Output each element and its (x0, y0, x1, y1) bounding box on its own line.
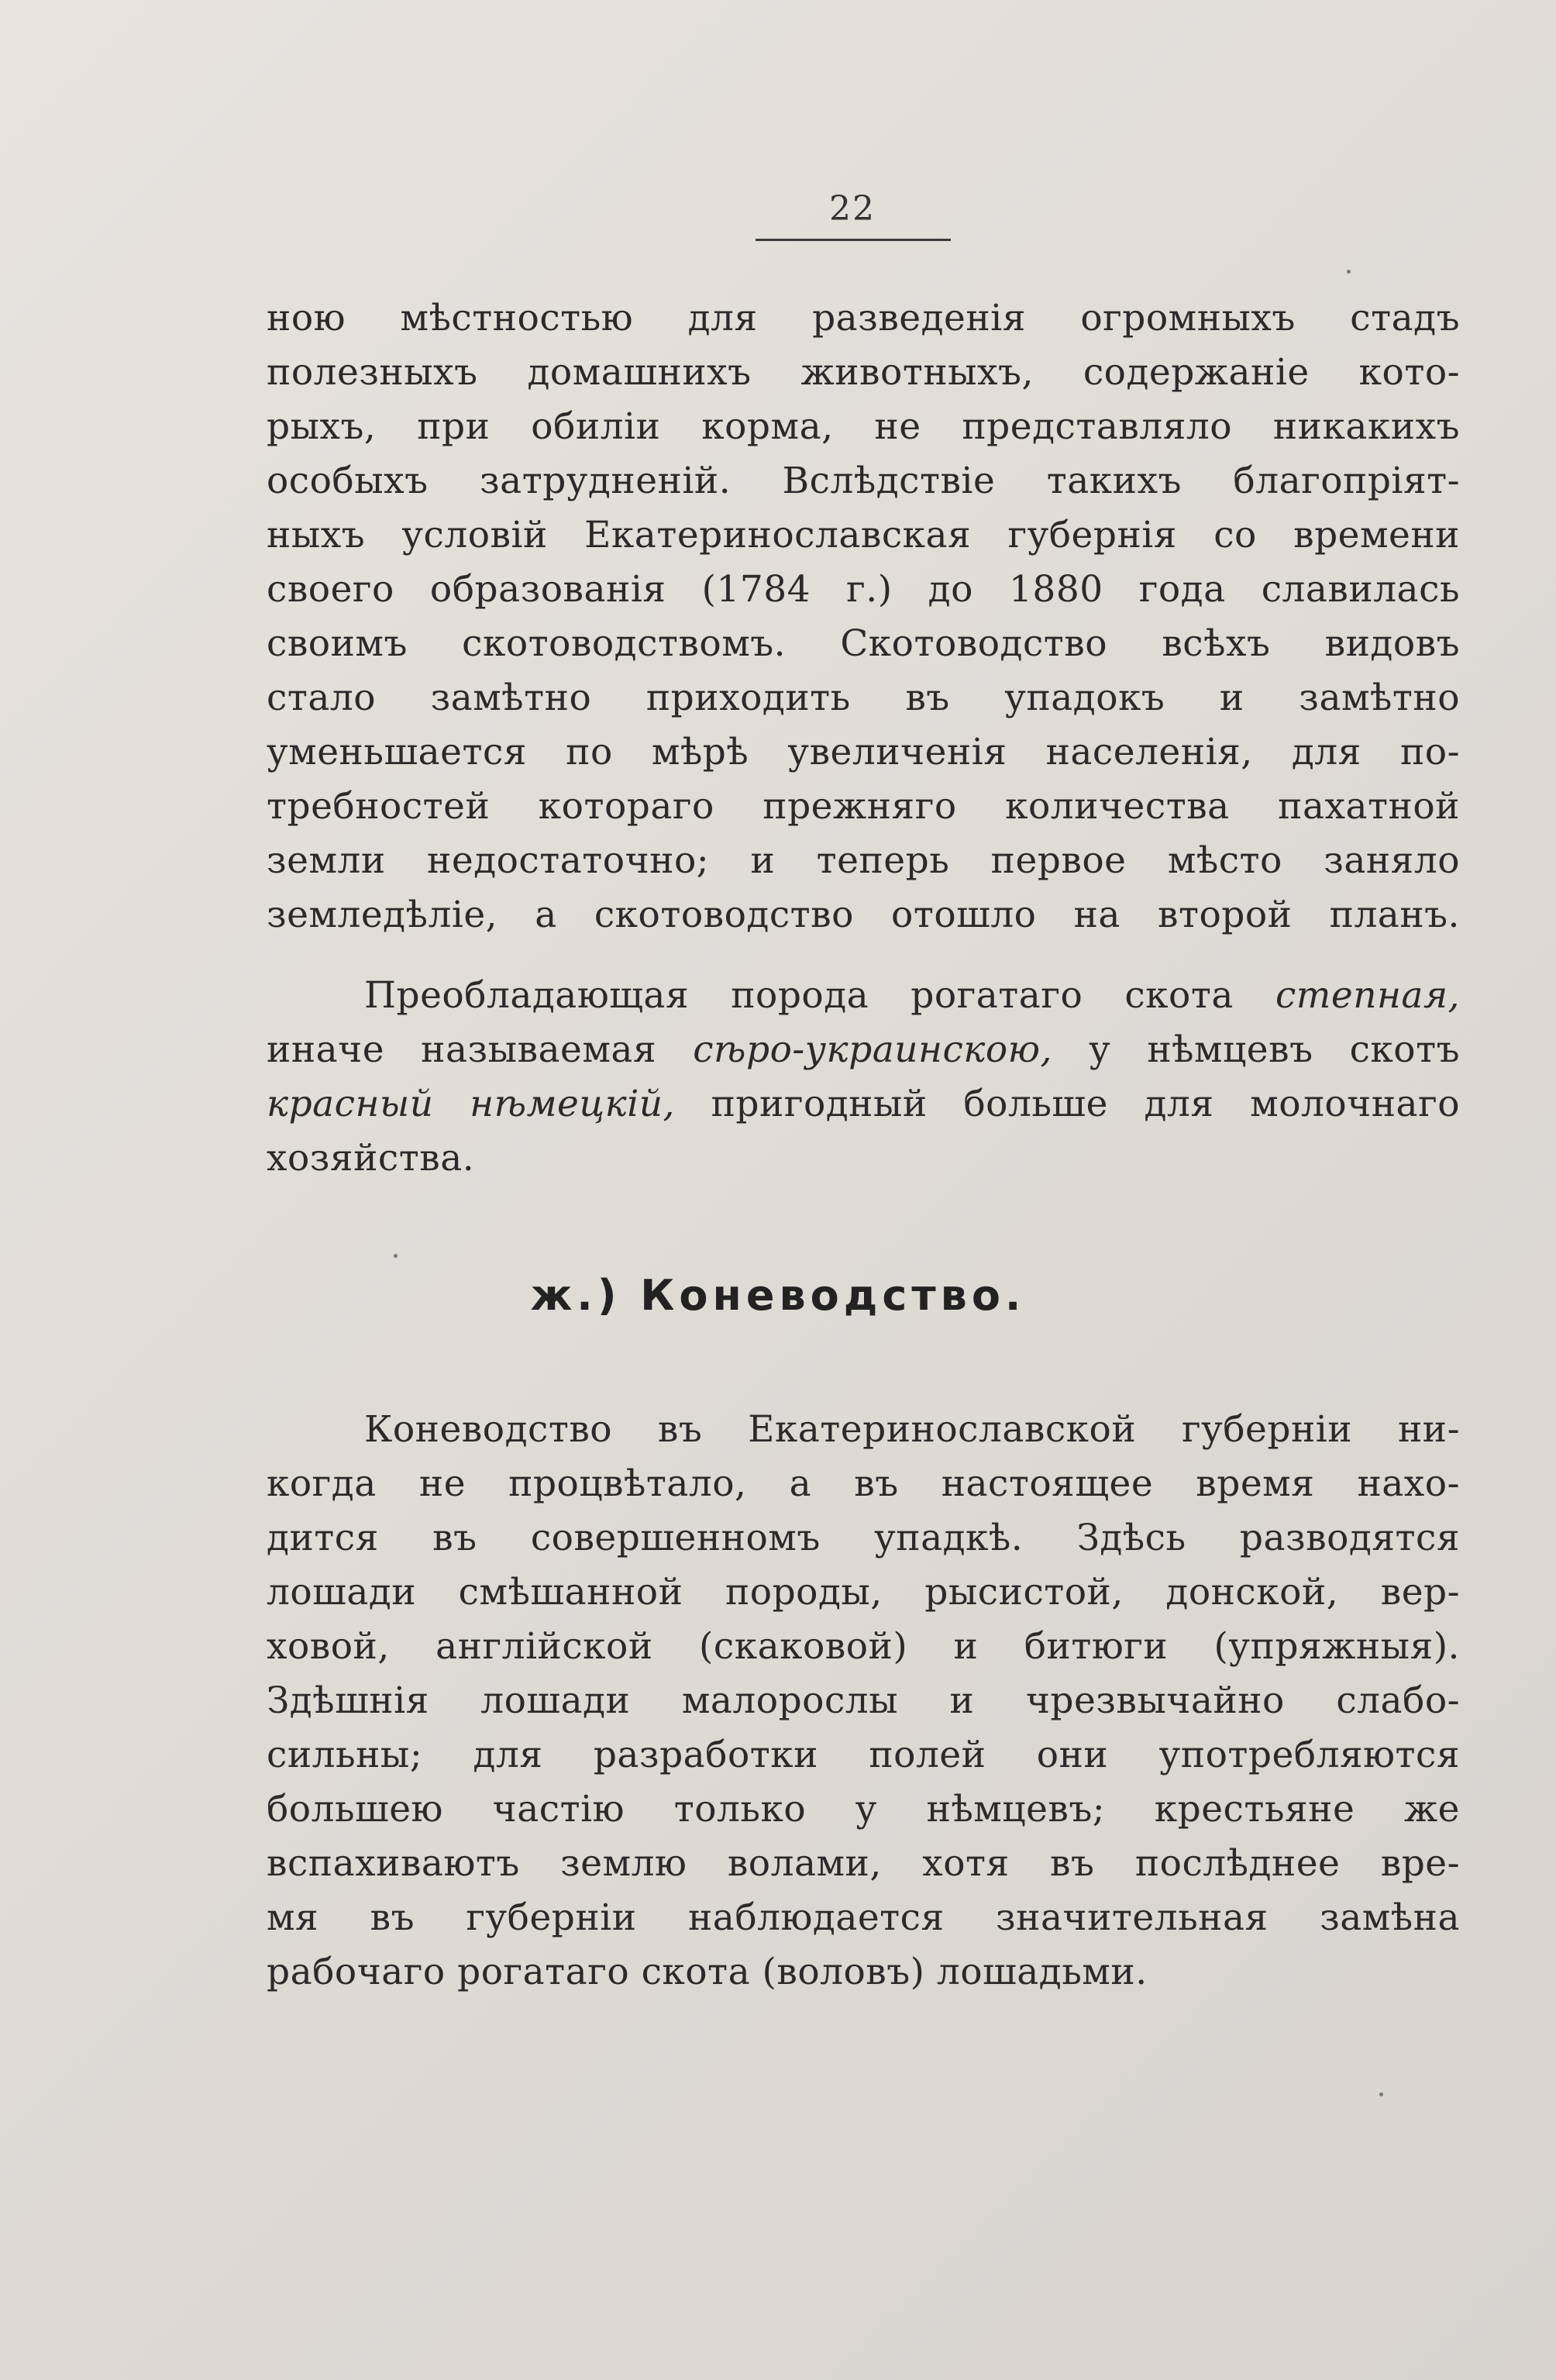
text-run: у нѣмцевъ скотъ (1052, 1028, 1460, 1071)
text-line (267, 1025, 1460, 1076)
section-heading: ж.) Коневодство. (530, 1271, 1026, 1320)
text-line: полезныхъ домашнихъ животныхъ, содержаніе кото- (267, 351, 1460, 394)
text-line: требностей котораго прежняго количества пахатной (267, 785, 1460, 828)
text-line: Здѣшнія лошади малорослы и чрезвычайно слабо- (267, 1679, 1460, 1722)
italic-term: сѣро-украинскою, (693, 1028, 1052, 1071)
text-run: пригодный больше для молочнаго (674, 1083, 1460, 1125)
text-line: большею частію только у нѣмцевъ; крестьяне же (267, 1788, 1460, 1831)
text-line: мя въ губерніи наблюдается значительная замѣна (267, 1896, 1460, 1939)
paper-speck (1347, 270, 1351, 274)
text-run: иначе называемая (267, 1028, 694, 1071)
text-line: ховой, англійской (скаковой) и битюги (упряжныя). (267, 1625, 1460, 1668)
italic-term: красный нѣмецкій, (267, 1083, 675, 1125)
text-line: хозяйства. (267, 1137, 475, 1180)
paper-speck (1379, 2092, 1383, 2096)
text-line: стало замѣтно приходить въ упадокъ и замѣтно (267, 677, 1460, 719)
text-line: ною мѣстностью для разведенія огромныхъ стадъ (267, 297, 1460, 339)
text-line: дится въ совершенномъ упадкѣ. Здѣсь разводятся (267, 1517, 1460, 1559)
text-line: когда не процвѣтало, а въ настоящее время нахо- (267, 1462, 1460, 1505)
text-line: земли недостаточно; и теперь первое мѣсто заняло (267, 839, 1460, 882)
text-line: лошади смѣшанной породы, рысистой, донской, вер- (267, 1571, 1460, 1614)
text-line: ныхъ условій Екатеринославская губернія со времени (267, 514, 1460, 556)
text-line: сильны; для разработки полей они употребляются (267, 1734, 1460, 1776)
text-line: рабочаго рогатаго скота (воловъ) лошадьми. (267, 1951, 1148, 1993)
text-line: вспахиваютъ землю волами, хотя въ послѣднее вре- (267, 1842, 1460, 1885)
italic-term: степная, (1275, 974, 1460, 1017)
text-line: своего образованія (1784 г.) до 1880 года славилась (267, 568, 1460, 611)
text-line: Коневодство въ Екатеринославской губерніи ни- (364, 1408, 1460, 1451)
paper-speck (394, 1254, 398, 1258)
text-line: рыхъ, при обиліи корма, не представляло никакихъ (267, 405, 1460, 448)
text-run: Преобладающая порода рогатаго скота (364, 974, 1275, 1017)
text-line: особыхъ затрудненій. Вслѣдствіе такихъ благопріят- (267, 460, 1460, 502)
text-line: своимъ скотоводствомъ. Скотоводство всѣхъ видовъ (267, 622, 1460, 665)
text-line: земледѣліе, а скотоводство отошло на второй планъ. (267, 894, 1460, 936)
text-line (364, 970, 1460, 1021)
page-number-rule (756, 239, 951, 241)
text-line (267, 1079, 1460, 1130)
page-number: 22 (829, 189, 876, 229)
text-line: уменьшается по мѣрѣ увеличенія населенія, для по- (267, 731, 1460, 773)
